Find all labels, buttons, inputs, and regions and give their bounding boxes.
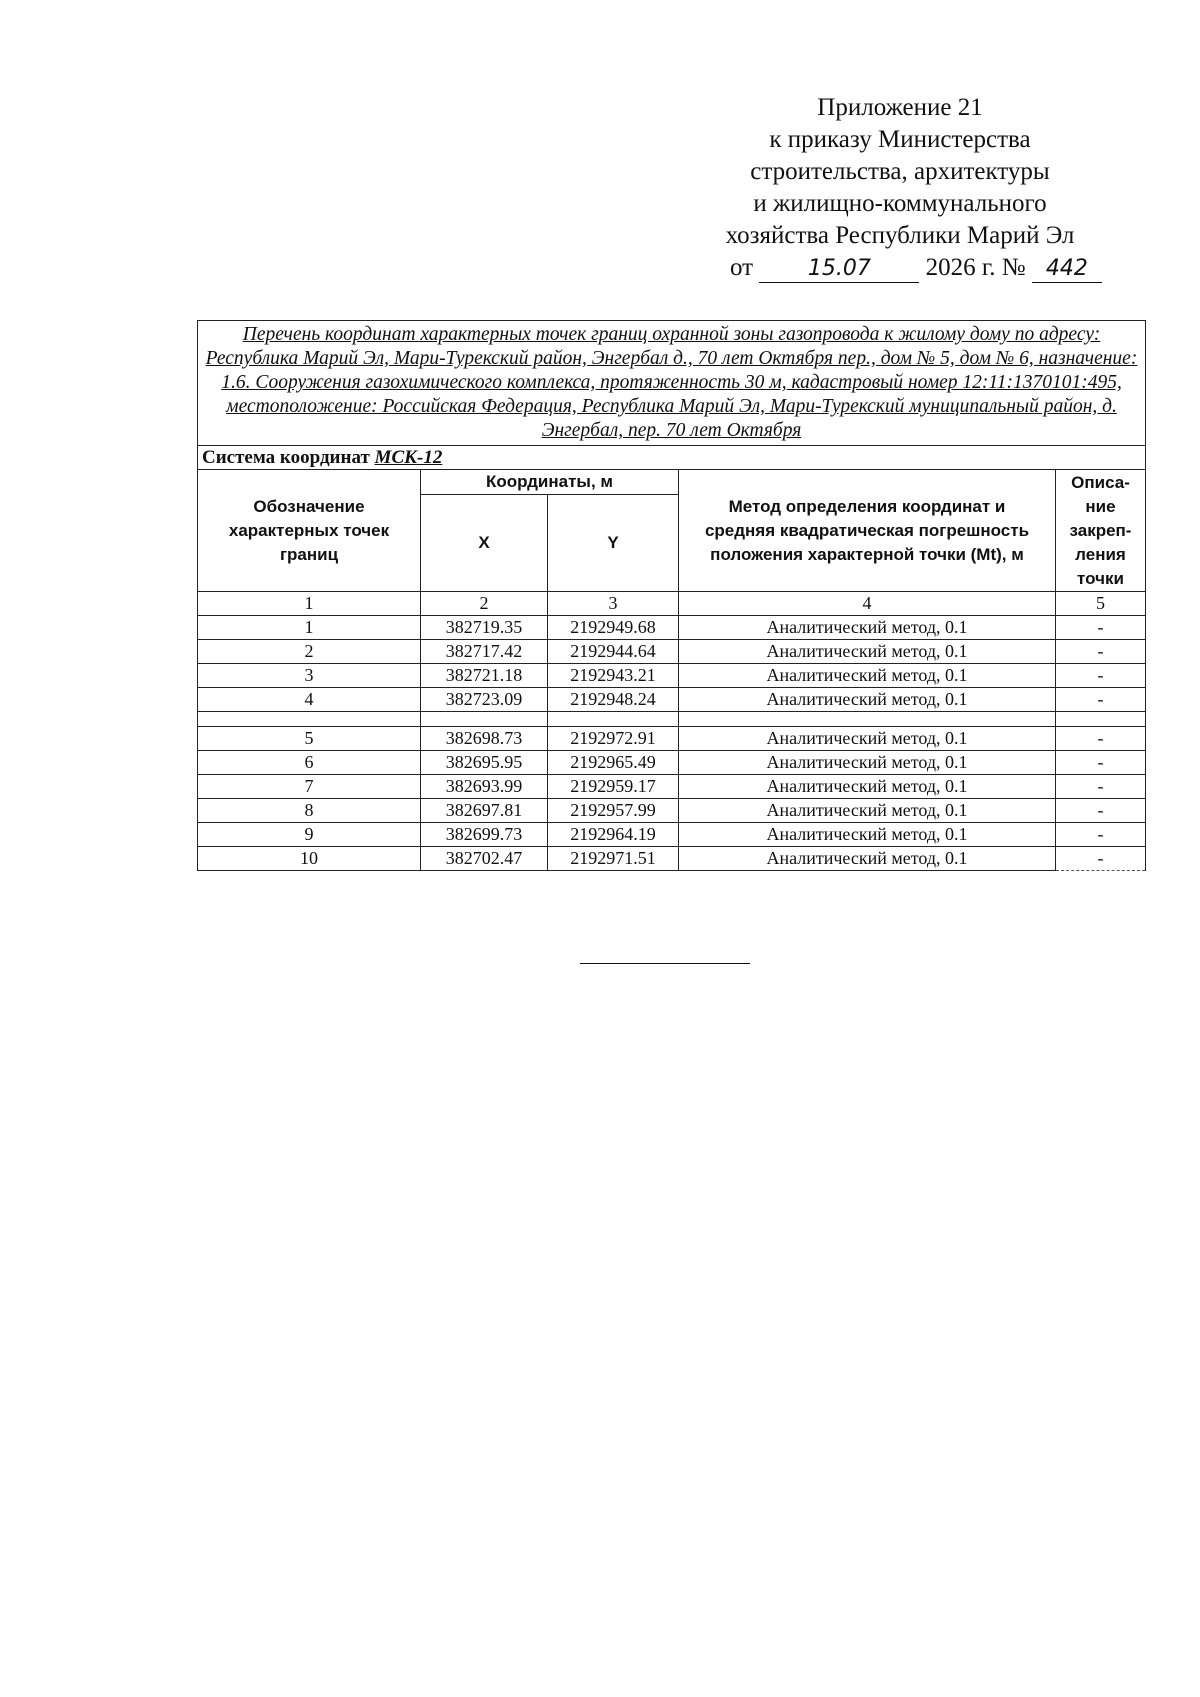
- separator-cell: [421, 712, 548, 727]
- point-number: 1: [198, 616, 421, 640]
- header-y: Y: [548, 495, 679, 592]
- description-cell: -: [1056, 847, 1146, 871]
- coordinate-system: [198, 446, 1146, 470]
- description-cell: -: [1056, 751, 1146, 775]
- order-date-line: [680, 252, 1120, 284]
- header-method: Метод определения координат и средняя квадратическая погрешность положения характерной точки (Mt), м: [679, 470, 1056, 592]
- separator-cell: [679, 712, 1056, 727]
- method-cell: Аналитический метод, 0.1: [679, 688, 1056, 712]
- point-number: 2: [198, 640, 421, 664]
- point-number: 3: [198, 664, 421, 688]
- header-coordinates: Координаты, м: [421, 470, 679, 495]
- column-number: 4: [679, 592, 1056, 616]
- closing-line: [580, 963, 750, 964]
- coord-x: 382723.09: [421, 688, 548, 712]
- header-x: X: [421, 495, 548, 592]
- appendix-line-3: строительства, архитектуры: [750, 158, 1050, 185]
- coord-x: 382695.95: [421, 751, 548, 775]
- description-cell: -: [1056, 688, 1146, 712]
- coord-y: 2192972.91: [548, 727, 679, 751]
- column-number: 1: [198, 592, 421, 616]
- coord-x: 382719.35: [421, 616, 548, 640]
- point-number: 5: [198, 727, 421, 751]
- column-number: 3: [548, 592, 679, 616]
- coordinates-table: [197, 320, 1146, 871]
- coord-y: 2192944.64: [548, 640, 679, 664]
- table-row: [198, 727, 1146, 751]
- point-number: 8: [198, 799, 421, 823]
- coordinate-system-label: Система координат: [202, 447, 370, 468]
- method-cell: Аналитический метод, 0.1: [679, 799, 1056, 823]
- method-cell: Аналитический метод, 0.1: [679, 847, 1056, 871]
- table-row: [198, 640, 1146, 664]
- separator-cell: [1056, 712, 1146, 727]
- appendix-line-4: и жилищно-коммунального: [753, 190, 1047, 217]
- point-number: 6: [198, 751, 421, 775]
- handwritten-date: 15.07: [759, 256, 919, 283]
- header-description: Описа-ние закреп-ления точки: [1056, 470, 1146, 592]
- description-cell: -: [1056, 775, 1146, 799]
- from-label: от: [730, 254, 754, 281]
- coord-y: 2192949.68: [548, 616, 679, 640]
- coord-y: 2192948.24: [548, 688, 679, 712]
- coord-y: 2192959.17: [548, 775, 679, 799]
- method-cell: Аналитический метод, 0.1: [679, 616, 1056, 640]
- table-row: [198, 751, 1146, 775]
- header-points: Обозначение характерных точек границ: [198, 470, 421, 592]
- method-cell: Аналитический метод, 0.1: [679, 751, 1056, 775]
- point-number: 9: [198, 823, 421, 847]
- method-cell: Аналитический метод, 0.1: [679, 823, 1056, 847]
- separator-cell: [548, 712, 679, 727]
- table-row: [198, 775, 1146, 799]
- description-cell: -: [1056, 799, 1146, 823]
- method-cell: Аналитический метод, 0.1: [679, 640, 1056, 664]
- description-cell: -: [1056, 727, 1146, 751]
- table-row: [198, 847, 1146, 871]
- coord-x: 382698.73: [421, 727, 548, 751]
- table-row: [198, 616, 1146, 640]
- appendix-line-2: к приказу Министерства: [769, 126, 1031, 153]
- table-row: [198, 688, 1146, 712]
- point-number: 10: [198, 847, 421, 871]
- handwritten-number: 442: [1032, 256, 1102, 283]
- description-cell: -: [1056, 664, 1146, 688]
- appendix-line-5: хозяйства Республики Марий Эл: [725, 222, 1075, 249]
- column-number: 2: [421, 592, 548, 616]
- separator-cell: [198, 712, 421, 727]
- description-cell: -: [1056, 640, 1146, 664]
- coord-x: 382721.18: [421, 664, 548, 688]
- year-number-label: 2026 г. №: [925, 254, 1026, 281]
- coord-y: 2192964.19: [548, 823, 679, 847]
- coord-y: 2192965.49: [548, 751, 679, 775]
- method-cell: Аналитический метод, 0.1: [679, 775, 1056, 799]
- coord-x: 382717.42: [421, 640, 548, 664]
- coord-y: 2192943.21: [548, 664, 679, 688]
- appendix-header: [680, 92, 1120, 284]
- method-cell: Аналитический метод, 0.1: [679, 727, 1056, 751]
- coord-x: 382693.99: [421, 775, 548, 799]
- coord-y: 2192971.51: [548, 847, 679, 871]
- table-title: Перечень координат характерных точек границ охранной зоны газопровода к жилому дому по адресу: Республика Марий Эл, Мари-Турекский район, Энгербал д., 70 лет Октября пер., дом № 5, дом № 6, назначение: 1.6. Сооружения газохимического комплекса, протяженность 30 м, кадастровый номер 12:11:1370101:495, местоположение: Российская Федерация, Республика Марий Эл, Мари-Турекский муниципальный район, д. Энгербал, пер. 70 лет Октября: [198, 321, 1146, 446]
- point-number: 4: [198, 688, 421, 712]
- description-cell: -: [1056, 823, 1146, 847]
- method-cell: Аналитический метод, 0.1: [679, 664, 1056, 688]
- table-row: [198, 823, 1146, 847]
- coord-x: 382699.73: [421, 823, 548, 847]
- appendix-line-1: Приложение 21: [817, 94, 983, 121]
- table-row: [198, 664, 1146, 688]
- column-numbers-row: [198, 592, 1146, 616]
- point-number: 7: [198, 775, 421, 799]
- coordinate-system-value: МСК-12: [374, 447, 443, 468]
- coord-x: 382702.47: [421, 847, 548, 871]
- description-cell: -: [1056, 616, 1146, 640]
- column-number: 5: [1056, 592, 1146, 616]
- coord-x: 382697.81: [421, 799, 548, 823]
- coord-y: 2192957.99: [548, 799, 679, 823]
- group-separator-row: [198, 712, 1146, 727]
- table-row: [198, 799, 1146, 823]
